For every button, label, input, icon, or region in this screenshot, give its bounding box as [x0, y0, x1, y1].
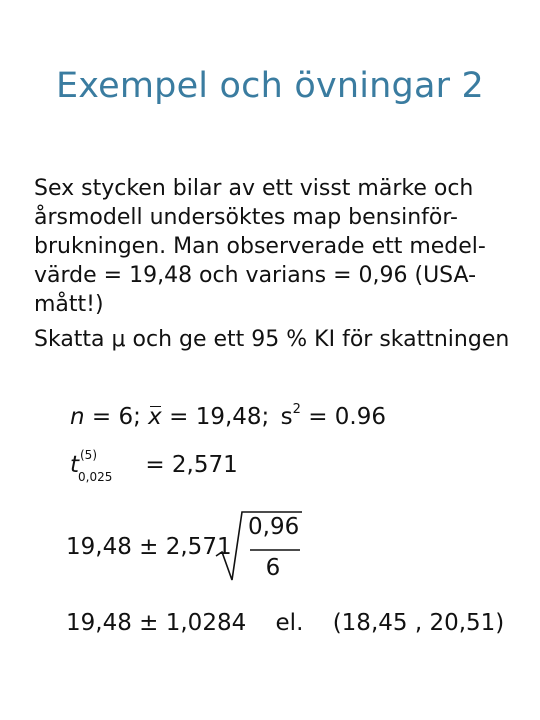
s-exponent: 2 — [292, 402, 301, 417]
t-superscript: (5) — [80, 448, 97, 462]
n-symbol: n — [70, 404, 85, 430]
formula-interval-expression: 19,48 ± 2,571 — [66, 534, 232, 560]
n-value: = 6; — [91, 404, 141, 430]
t-value: = 2,571 — [145, 452, 238, 478]
result-connector: el. — [275, 610, 304, 636]
s-symbol: s — [280, 404, 293, 430]
mean-value: = 19,48; — [169, 404, 270, 430]
result-expression: 19,48 ± 1,0284 — [66, 610, 247, 636]
problem-text: Sex stycken bilar av ett visst märke och årsmodell undersöktes map bensinför-brukningen. Man observerade ett medel-värde = 19,48 och varians = 0,96 (USA-mått!) — [34, 176, 486, 317]
fraction-denominator: 6 — [265, 555, 281, 581]
x-bar-symbol: x — [148, 404, 162, 430]
slide-title: Exempel och övningar 2 — [55, 66, 484, 106]
task-text: Skatta μ och ge ett 95 % KI för skattningen — [34, 327, 510, 352]
t-symbol: t — [70, 452, 80, 478]
formula-sample-stats — [70, 404, 386, 430]
slide-body — [34, 174, 514, 360]
confidence-interval: (18,45 , 20,51) — [332, 610, 505, 636]
t-subscript: 0,025 — [78, 470, 113, 484]
variance-value: = 0.96 — [308, 404, 386, 430]
formula-result — [66, 610, 504, 636]
formula-t-quantile — [70, 448, 238, 484]
fraction-numerator: 0,96 — [248, 514, 300, 540]
